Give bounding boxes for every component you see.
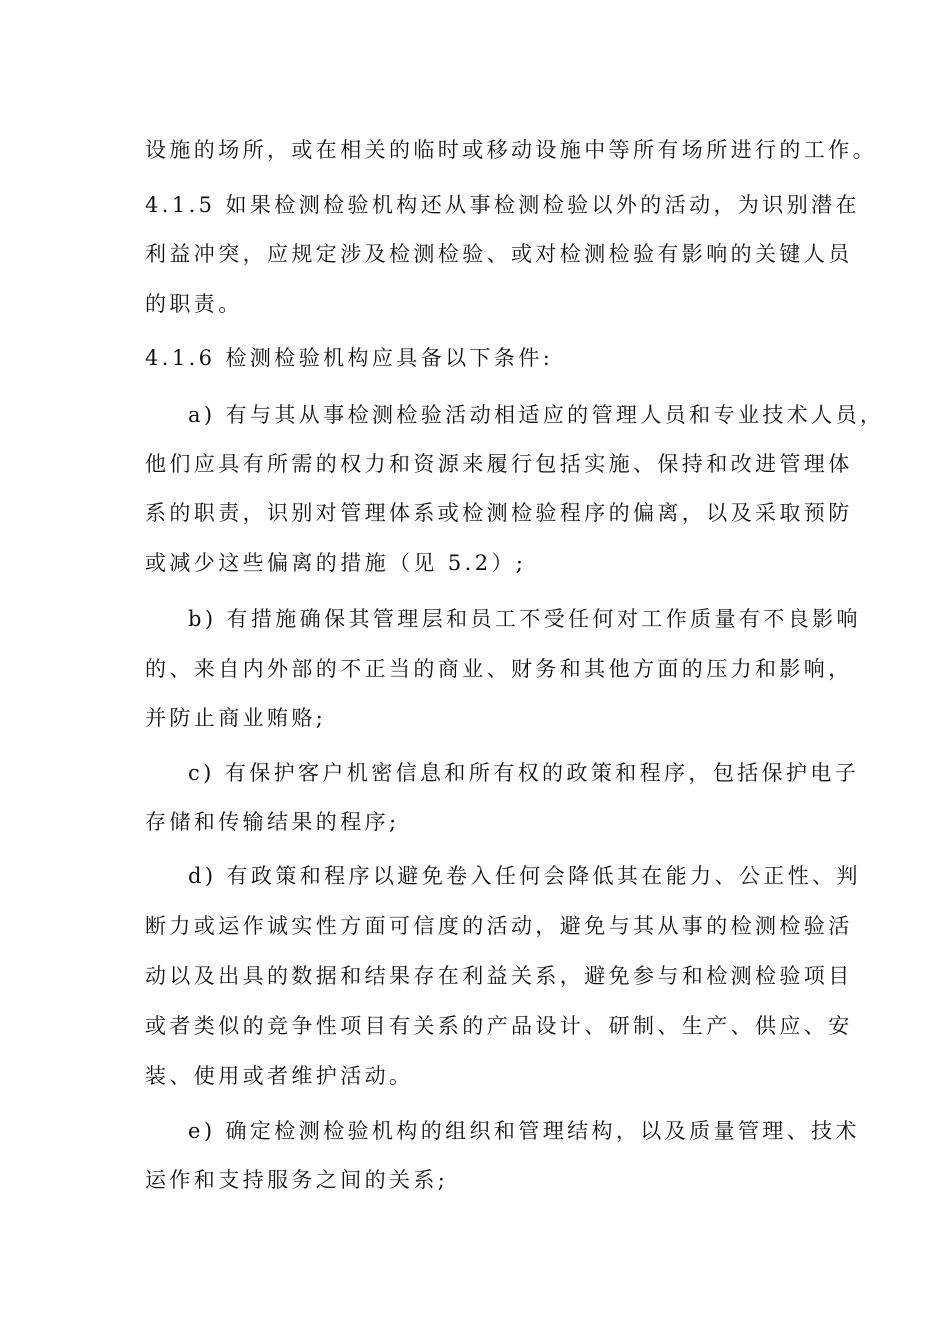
text-line: 或者类似的竞争性项目有关系的产品设计、研制、生产、供应、安 <box>145 1014 853 1038</box>
text-line: 动以及出具的数据和结果存在利益关系，避免参与和检测检验项目 <box>145 964 853 988</box>
text-line: 的职责。 <box>145 292 243 316</box>
clause-4-1-5-line: 4.1.5 如果检测检验机构还从事检测检验以外的活动，为识别潜在 <box>145 193 860 217</box>
text-line: 装、使用或者维护活动。 <box>145 1064 414 1088</box>
text-line: 设施的场所，或在相关的临时或移动设施中等所有场所进行的工作。 <box>145 138 877 162</box>
text-line: 的、来自内外部的不正当的商业、财务和其他方面的压力和影响， <box>145 657 853 681</box>
item-c-line: c) 有保护客户机密信息和所有权的政策和程序，包括保护电子 <box>188 761 860 785</box>
text-line: 并防止商业贿赂; <box>145 706 327 730</box>
text-line: 系的职责，识别对管理体系或检测检验程序的偏离，以及采取预防 <box>145 501 853 525</box>
text-line: 或减少这些偏离的措施（见 5.2）; <box>145 551 527 575</box>
text-line: 运作和支持服务之间的关系; <box>145 1168 449 1192</box>
text-line: 他们应具有所需的权力和资源来履行包括实施、保持和改进管理体 <box>145 452 853 476</box>
item-a-line: a) 有与其从事检测检验活动相适应的管理人员和专业技术人员， <box>188 403 885 427</box>
item-e-line: e) 确定检测检验机构的组织和管理结构，以及质量管理、技术 <box>188 1119 860 1143</box>
text-line: 断力或运作诚实性方面可信度的活动，避免与其从事的检测检验活 <box>145 914 853 938</box>
item-b-line: b) 有措施确保其管理层和员工不受任何对工作质量有不良影响 <box>188 607 861 631</box>
text-line: 存储和传输结果的程序; <box>145 810 400 834</box>
item-d-line: d) 有政策和程序以避免卷入任何会降低其在能力、公正性、判 <box>188 864 861 888</box>
clause-4-1-6-heading: 4.1.6 检测检验机构应具备以下条件: <box>145 346 554 370</box>
text-line: 利益冲突，应规定涉及检测检验、或对检测检验有影响的关键人员 <box>145 242 853 266</box>
